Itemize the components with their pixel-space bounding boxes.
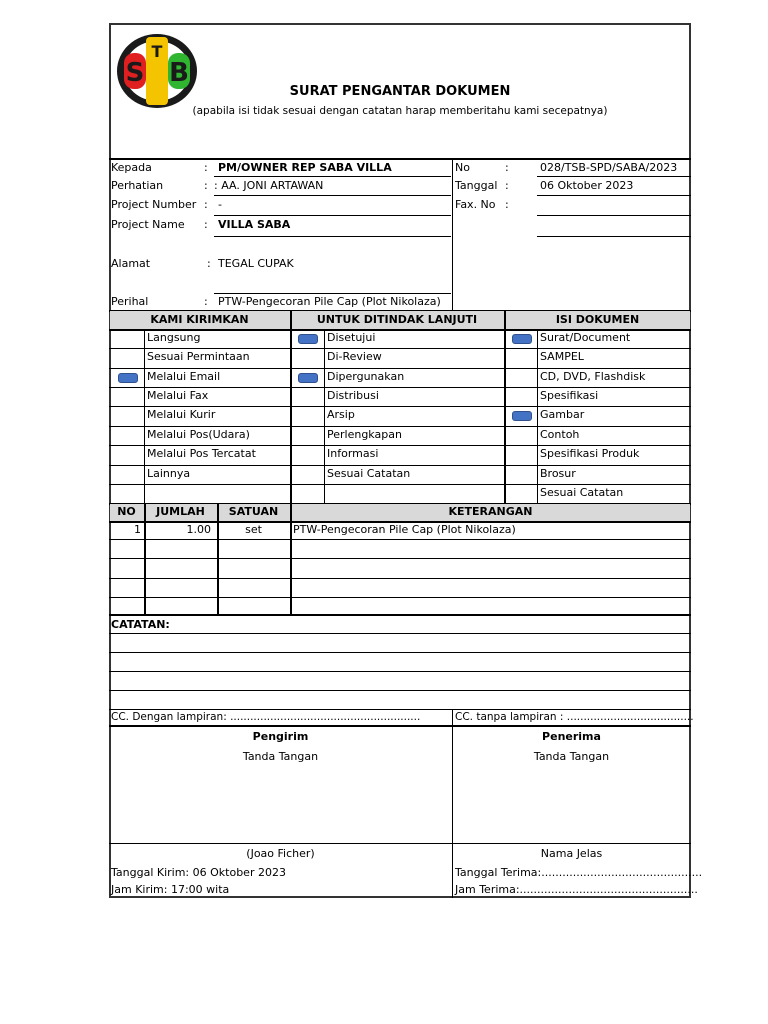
info-sep: : <box>207 257 211 270</box>
info-label: Fax. No <box>455 198 496 211</box>
info-value: 028/TSB-SPD/SABA/2023 <box>540 161 678 174</box>
col-header-no: NO <box>117 505 136 518</box>
info-sep: : <box>204 295 208 308</box>
checklist-label: Distribusi <box>327 389 379 402</box>
company-logo <box>113 31 201 111</box>
info-sep: : <box>505 198 509 211</box>
cell-keterangan: PTW-Pengecoran Pile Cap (Plot Nikolaza) <box>293 523 516 536</box>
checked-checkbox[interactable] <box>298 334 318 344</box>
info-label: No <box>455 161 470 174</box>
info-label: Project Number <box>111 198 197 211</box>
info-label: Alamat <box>111 257 151 270</box>
checklist-label: Dipergunakan <box>327 370 405 383</box>
info-label: Project Name <box>111 218 185 231</box>
checklist-label: SAMPEL <box>540 350 584 363</box>
checklist-label: Brosur <box>540 467 576 480</box>
info-label: Perihal <box>111 295 149 308</box>
checklist-label: Surat/Document <box>540 331 631 344</box>
info-value: TEGAL CUPAK <box>218 257 294 270</box>
col-header-satuan: SATUAN <box>228 505 279 518</box>
checklist-label: Arsip <box>327 408 355 421</box>
sender-signature-label: Tanda Tangan <box>242 750 319 763</box>
col-header-jumlah: JUMLAH <box>156 505 205 518</box>
info-label: Kepada <box>111 161 152 174</box>
section-kami-kirimkan: KAMI KIRIMKAN <box>150 313 249 326</box>
cell-no: 1 <box>134 523 141 536</box>
info-label: Tanggal <box>455 179 498 192</box>
checklist-label: Disetujui <box>327 331 376 344</box>
checklist-label: Sesuai Permintaan <box>147 350 250 363</box>
info-value: PTW-Pengecoran Pile Cap (Plot Nikolaza) <box>218 295 441 308</box>
sender-title: Pengirim <box>252 730 309 743</box>
info-sep: : <box>204 179 208 192</box>
cell-satuan: set <box>245 523 262 536</box>
info-sep: : <box>505 161 509 174</box>
info-value: - <box>218 198 222 211</box>
checklist-label: Langsung <box>147 331 201 344</box>
info-sep: : <box>204 218 208 231</box>
section-isi-dokumen: ISI DOKUMEN <box>555 313 640 326</box>
checklist-label: Gambar <box>540 408 585 421</box>
sender-time: Jam Kirim: 17:00 wita <box>111 883 230 896</box>
checklist-label: Melalui Kurir <box>147 408 216 421</box>
info-value: PM/OWNER REP SABA VILLA <box>218 161 392 174</box>
receiver-signature-label: Tanda Tangan <box>533 750 610 763</box>
checklist-label: Melalui Fax <box>147 389 209 402</box>
checklist-label: Contoh <box>540 428 580 441</box>
checklist-label: Spesifikasi <box>540 389 599 402</box>
svg-text:T: T <box>151 42 163 61</box>
receiver-title: Penerima <box>542 730 601 743</box>
svg-text:S: S <box>125 58 145 88</box>
checklist-label: Melalui Email <box>147 370 221 383</box>
checklist-label: Sesuai Catatan <box>540 486 624 499</box>
cc-with-attachment: CC. Dengan lampiran: ......................................................... <box>111 711 421 723</box>
col-header-keterangan: KETERANGAN <box>448 505 533 518</box>
cell-jumlah: 1.00 <box>186 523 211 536</box>
checklist-label: Spesifikasi Produk <box>540 447 640 460</box>
receiver-date: Tanggal Terima:.............................................. <box>455 866 703 879</box>
cc-without-attachment: CC. tanpa lampiran : ...................................... <box>455 711 694 723</box>
checked-checkbox[interactable] <box>118 373 138 383</box>
checklist-label: Di-Review <box>327 350 382 363</box>
receiver-name: Nama Jelas <box>540 847 603 860</box>
logo-mark <box>113 31 201 111</box>
info-label: Perhatian <box>111 179 164 192</box>
svg-text:B: B <box>169 58 189 88</box>
section-untuk-ditindak: UNTUK DITINDAK LANJUTI <box>316 313 478 326</box>
info-value: 06 Oktober 2023 <box>540 179 634 192</box>
receiver-time: Jam Terima:................................................... <box>455 883 698 896</box>
info-value: : AA. JONI ARTAWAN <box>214 179 324 192</box>
info-sep: : <box>505 179 509 192</box>
checked-checkbox[interactable] <box>298 373 318 383</box>
info-value: VILLA SABA <box>218 218 291 231</box>
info-sep: : <box>204 161 208 174</box>
sender-date: Tanggal Kirim: 06 Oktober 2023 <box>111 866 286 879</box>
info-sep: : <box>204 198 208 211</box>
checklist-label: Sesuai Catatan <box>327 467 411 480</box>
catatan-label: CATATAN: <box>111 618 170 631</box>
document-sheet <box>109 23 691 898</box>
document-subtitle: (apabila isi tidak sesuai dengan catatan harap memberitahu kami secepatnya) <box>192 105 608 117</box>
document-title: SURAT PENGANTAR DOKUMEN <box>289 84 511 99</box>
sender-name: (Joao Ficher) <box>246 847 315 860</box>
checklist-label: Melalui Pos(Udara) <box>147 428 250 441</box>
checklist-label: Informasi <box>327 447 379 460</box>
checked-checkbox[interactable] <box>512 411 532 421</box>
checklist-label: CD, DVD, Flashdisk <box>540 370 646 383</box>
checked-checkbox[interactable] <box>512 334 532 344</box>
checklist-label: Perlengkapan <box>327 428 402 441</box>
checklist-label: Lainnya <box>147 467 191 480</box>
checklist-label: Melalui Pos Tercatat <box>147 447 256 460</box>
